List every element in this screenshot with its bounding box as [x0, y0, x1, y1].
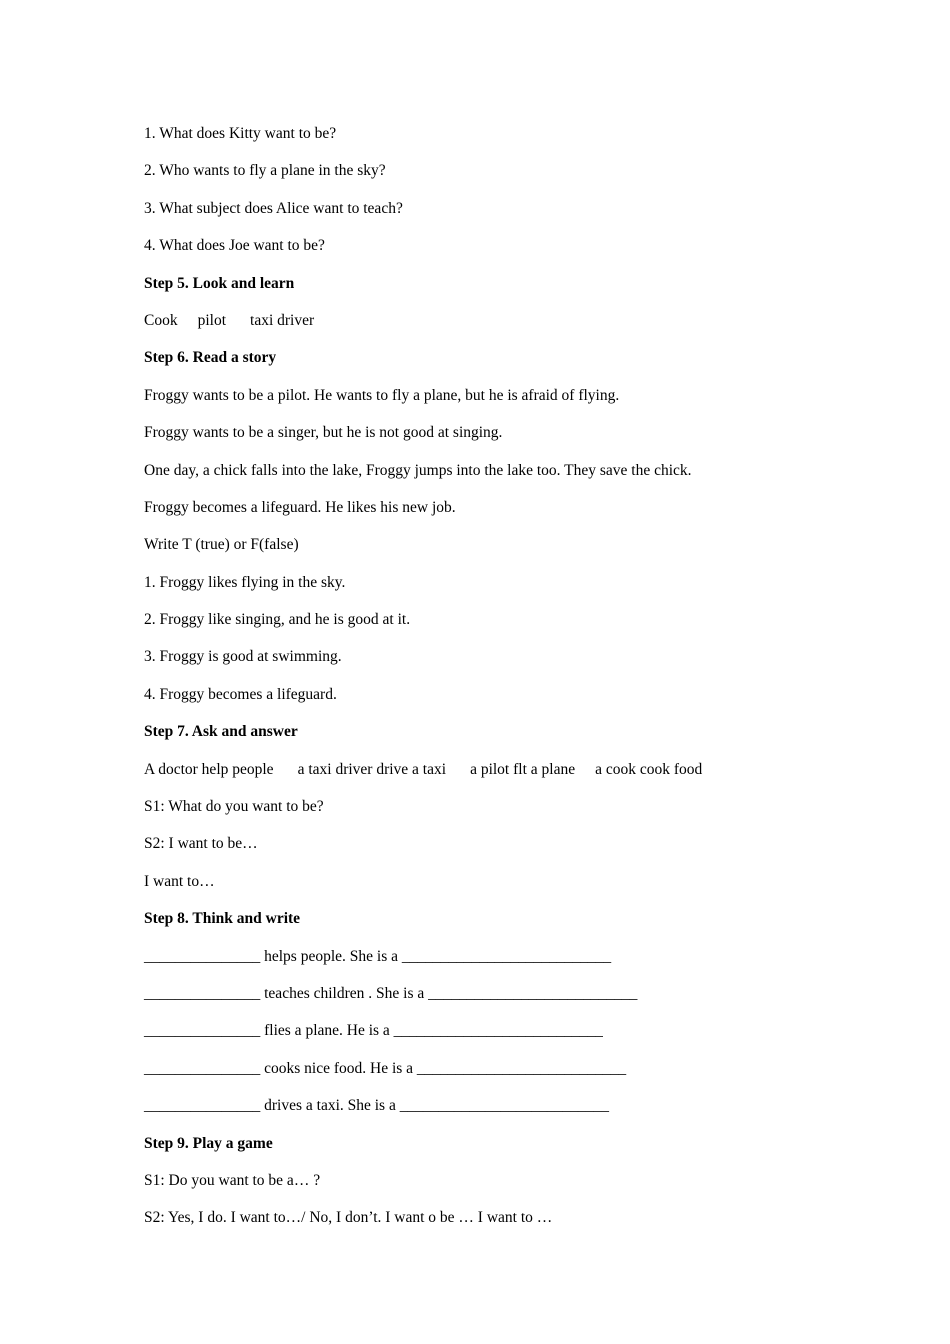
step7-dialogue-continuation: I want to… — [144, 872, 215, 890]
statement-2: 2. Froggy like singing, and he is good at it. — [144, 611, 411, 629]
step7-phrase-list — [144, 758, 844, 795]
step6-heading: Step 6. Read a story — [144, 349, 277, 367]
story-line-1: Froggy wants to be a pilot. He wants to fly a plane, but he is afraid of flying. — [144, 386, 620, 404]
true-false-instruction: Write T (true) or F(false) — [144, 536, 299, 554]
statement-1: 1. Froggy likes flying in the sky. — [144, 573, 346, 591]
step8-heading: Step 8. Think and write — [144, 910, 301, 928]
phrase-pilot: a pilot flt a plane — [470, 760, 576, 778]
statement-4: 4. Froggy becomes a lifeguard. — [144, 685, 337, 703]
step5-heading: Step 5. Look and learn — [144, 274, 295, 292]
step9-dialogue-s2: S2: Yes, I do. I want to…/ No, I don’t. I want o be … I want to … — [144, 1209, 553, 1227]
question-4: 4. What does Joe want to be? — [144, 237, 325, 255]
story-line-4: Froggy becomes a lifeguard. He likes his new job. — [144, 498, 456, 516]
step7-dialogue-s1: S1: What do you want to be? — [144, 798, 324, 816]
step7-heading: Step 7. Ask and answer — [144, 723, 298, 741]
step9-heading: Step 9. Play a game — [144, 1134, 273, 1152]
step9-dialogue-s1: S1: Do you want to be a… ? — [144, 1171, 321, 1189]
statement-3: 3. Froggy is good at swimming. — [144, 648, 342, 666]
phrase-doctor: A doctor help people — [144, 760, 274, 778]
step5-word-taxi-driver: taxi driver — [250, 311, 315, 329]
phrase-taxi-driver: a taxi driver drive a taxi — [297, 760, 447, 778]
step7-dialogue-s2: S2: I want to be… — [144, 835, 258, 853]
fill-in-sentence-3: _______________ flies a plane. He is a ___________________________ — [144, 1022, 603, 1040]
fill-in-sentence-1: _______________ helps people. She is a ___________________________ — [144, 947, 612, 965]
question-3: 3. What subject does Alice want to teach? — [144, 199, 403, 217]
step5-word-pilot: pilot — [197, 311, 227, 329]
fill-in-sentence-4: _______________ cooks nice food. He is a ___________________________ — [144, 1059, 627, 1077]
story-line-2: Froggy wants to be a singer, but he is not good at singing. — [144, 424, 503, 442]
story-line-3: One day, a chick falls into the lake, Froggy jumps into the lake too. They save the chick. — [144, 461, 692, 479]
question-2: 2. Who wants to fly a plane in the sky? — [144, 162, 386, 180]
step5-word-cook: Cook — [144, 311, 178, 329]
fill-in-sentence-5: _______________ drives a taxi. She is a ___________________________ — [144, 1097, 609, 1115]
fill-in-sentence-2: _______________ teaches children . She is a ___________________________ — [144, 984, 638, 1002]
worksheet-page — [144, 122, 844, 1244]
question-1: 1. What does Kitty want to be? — [144, 125, 337, 142]
phrase-cook: a cook cook food — [595, 760, 703, 778]
step5-word-list — [144, 309, 844, 346]
